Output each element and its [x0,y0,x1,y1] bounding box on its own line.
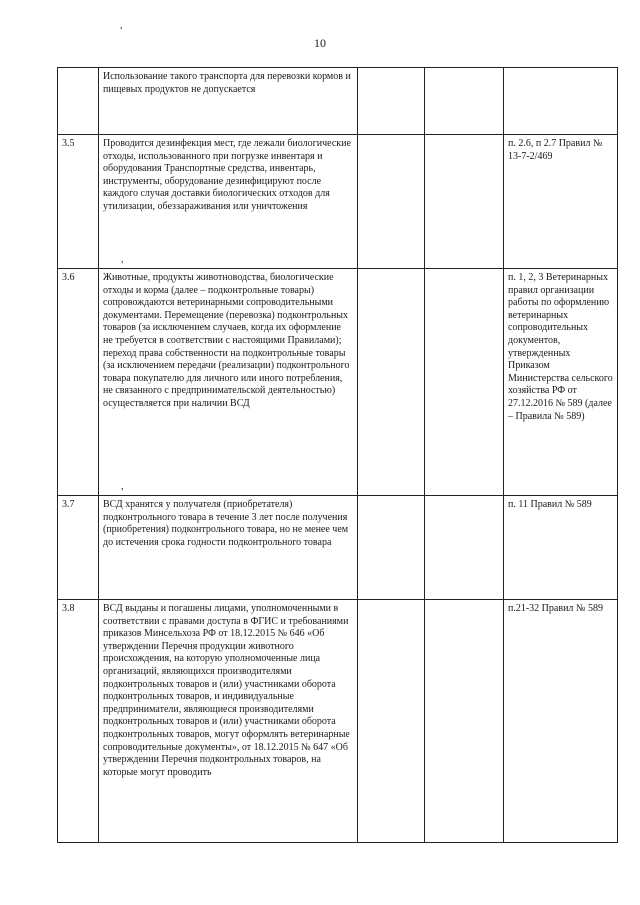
requirement-cell: ВСД выданы и погашены лицами, уполномоченными в соответствии с правами доступа в ФГИС и требованиями приказов Минсельхоза РФ от 18.12.2015 № 646 «Об утверждении Перечня продукции животного происхождения, на которую уполномоченные лица организаций, являющихся производителями подконтрольных товаров и (или) участниками оборота подконтрольных товаров, и индивидуальные предприниматели, являющиеся производителями подконтрольных товаров и (или) участниками оборота подконтрольных товаров, могут оформлять ветеринарные сопроводительные документы», от 18.12.2015 № 647 «Об утверждении Перечня подконтрольных товаров, на которые могут проводить [99,600,358,843]
answer-no-cell [425,135,504,269]
table-row [58,68,618,135]
answer-no-cell [425,496,504,600]
page-number: 10 [314,36,326,50]
requirement-cell: Использование такого транспорта для перевозки кормов и пищевых продуктов не допускается [99,68,358,135]
row-number: 3.6 [58,269,99,496]
row-number: 3.8 [58,600,99,843]
answer-no-cell [425,68,504,135]
scan-speck: , [121,481,124,492]
answer-no-cell [425,600,504,843]
reference-cell: п.21-32 Правил № 589 [504,600,618,843]
requirement-cell: Проводится дезинфекция мест, где лежали биологические отходы, использованного при погрузке инвентаря и оборудования Транспортные средства, инвентарь, инструменты, оборудование дезинфицируют после каждого случая доставки биологических отходов для утилизации, обеззараживания или уничтожения [99,135,358,269]
answer-yes-cell [358,135,425,269]
reference-cell: п. 1, 2, 3 Ветеринарных правил организации работы по оформлению ветеринарных сопроводительных документов, утвержденных Приказом Министерства сельского хозяйства РФ от 27.12.2016 № 589 (далее – Правила № 589) [504,269,618,496]
row-number: 3.5 [58,135,99,269]
row-number [58,68,99,135]
checklist-table [57,67,618,843]
table-row [58,496,618,600]
answer-yes-cell [358,269,425,496]
answer-yes-cell [358,68,425,135]
reference-cell: п. 11 Правил № 589 [504,496,618,600]
scan-speck: , [120,20,123,31]
table-row [58,269,618,496]
answer-yes-cell [358,496,425,600]
answer-no-cell [425,269,504,496]
requirement-cell: Животные, продукты животноводства, биологические отходы и корма (далее – подконтрольные товары) сопровождаются ветеринарными сопроводительными документами. Перемещение (перевозка) подконтрольных товаров (за исключением случаев, когда их оформление не требуется в соответствии с настоящими Правилами); переход права собственности на подконтрольные товары (за исключением передачи (реализации) подконтрольного товара покупателю для личного или иного потребления, не связанного с предпринимательской деятельностью) осуществляется при наличии ВСД [99,269,358,496]
table-row [58,135,618,269]
answer-yes-cell [358,600,425,843]
row-number: 3.7 [58,496,99,600]
scan-speck: , [121,254,124,265]
table-row [58,600,618,843]
requirement-cell: ВСД хранятся у получателя (приобретателя) подконтрольного товара в течение 3 лет после получения (приобретения) подконтрольного товара, но не менее чем до истечения срока годности подконтрольного товара [99,496,358,600]
reference-cell [504,68,618,135]
reference-cell: п. 2.6, п 2.7 Правил № 13-7-2/469 [504,135,618,269]
